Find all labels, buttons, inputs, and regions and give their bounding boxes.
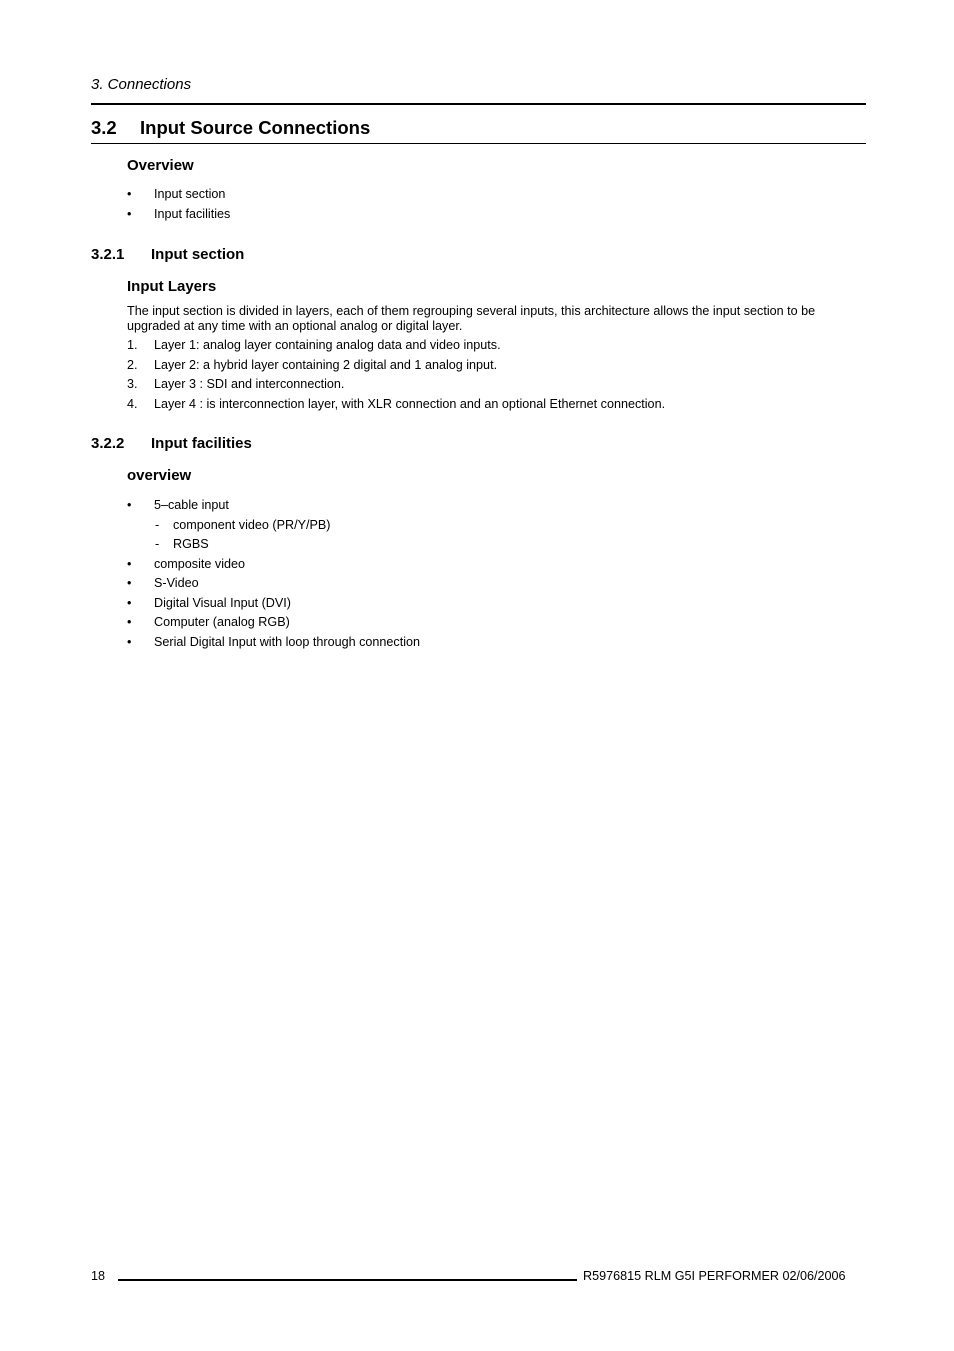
list-item: • 5–cable input	[127, 496, 420, 516]
overview-heading: Overview	[127, 157, 194, 174]
bullet-icon: •	[127, 576, 132, 590]
section-title: Input Source Connections	[140, 117, 371, 138]
list-item: 2. Layer 2: a hybrid layer containing 2 digital and 1 analog input.	[127, 357, 498, 372]
list-item: - component video (PR/Y/PB)	[127, 516, 420, 536]
list-item: • Input section	[127, 185, 230, 205]
list-item: - RGBS	[127, 535, 420, 555]
list-item: • Computer (analog RGB)	[127, 613, 420, 633]
subsection-heading-input-section: 3.2.1 Input section	[91, 246, 245, 263]
list-item: • Serial Digital Input with loop through connection	[127, 633, 420, 653]
list-item: • Digital Visual Input (DVI)	[127, 594, 420, 614]
running-header: 3. Connections	[91, 76, 192, 93]
input-section-paragraph: The input section is divided in layers, each of them regrouping several inputs, this architecture allows the input section to be upgraded at any time with an optional analog or digital layer.	[127, 304, 816, 333]
input-layers-heading: Input Layers	[127, 278, 217, 295]
list-item: 4. Layer 4 : is interconnection layer, with XLR connection and an optional Ethernet connection.	[127, 396, 666, 411]
dash-icon: -	[155, 537, 160, 551]
bullet-icon: •	[127, 615, 132, 629]
bullet-icon: •	[127, 187, 132, 201]
section-heading	[91, 117, 370, 139]
section-number: 3.2	[91, 117, 117, 138]
bullet-icon: •	[127, 595, 132, 610]
bullet-icon: •	[127, 556, 132, 571]
facilities-list	[127, 496, 420, 652]
facilities-overview-heading: overview	[127, 467, 192, 484]
header-rule	[91, 103, 866, 105]
footer-rule	[118, 1279, 577, 1281]
footer-doc-info: R5976815 RLM G5I PERFORMER 02/06/2006	[583, 1269, 846, 1283]
list-item: • Input facilities	[127, 205, 230, 225]
bullet-icon: •	[127, 634, 132, 649]
list-item: 1. Layer 1: analog layer containing analog data and video inputs.	[127, 338, 501, 352]
list-item: • composite video	[127, 555, 420, 575]
layers-list	[127, 336, 665, 414]
dash-icon: -	[155, 517, 160, 532]
overview-list	[127, 185, 230, 224]
bullet-icon: •	[127, 498, 132, 512]
list-item: 3. Layer 3 : SDI and interconnection.	[127, 377, 345, 391]
subsection-heading-input-facilities: 3.2.2 Input facilities	[91, 435, 252, 452]
bullet-icon: •	[127, 206, 132, 221]
page-number: 18	[91, 1269, 106, 1283]
list-item: • S-Video	[127, 574, 420, 594]
section-rule	[91, 143, 866, 144]
